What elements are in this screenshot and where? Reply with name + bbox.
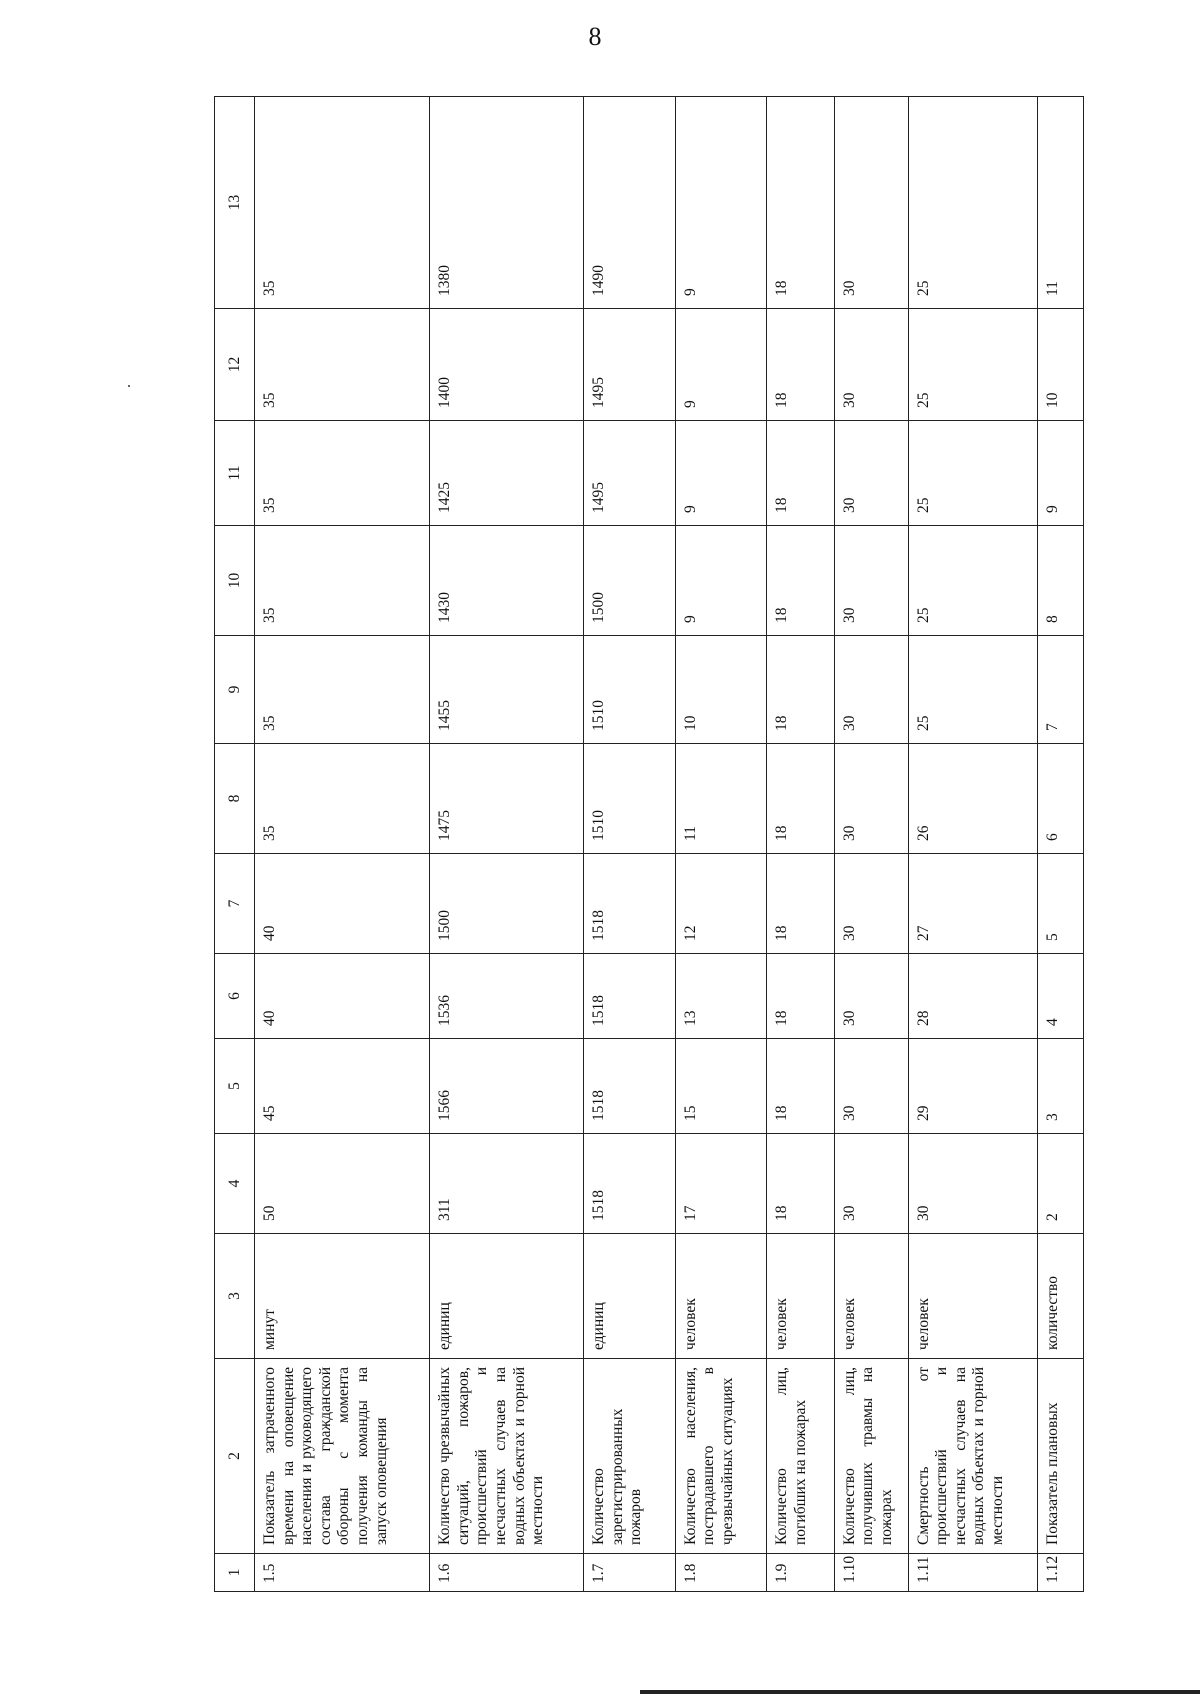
value-cell: 2	[1037, 1134, 1083, 1234]
unit-cell: человек	[908, 1234, 1037, 1359]
indicator-name: Количество лиц, получивших травмы на пожарах	[834, 1359, 908, 1554]
value-cell: 30	[834, 1134, 908, 1234]
page-number: 8	[588, 22, 602, 51]
value-cell: 30	[834, 421, 908, 526]
value-cell: 30	[908, 1134, 1037, 1234]
value-cell: 1510	[584, 636, 675, 744]
row-number: 1.11	[908, 1554, 1037, 1592]
value-cell: 18	[766, 954, 834, 1039]
value-cell: 40	[255, 854, 430, 954]
indicator-name: Количество чрезвычайных ситуаций, пожаров, происшествий и несчастных случаев на водных объектах и горной местности	[430, 1359, 584, 1554]
value-cell: 25	[908, 309, 1037, 421]
value-cell: 18	[766, 421, 834, 526]
header-row	[215, 97, 255, 1592]
value-cell: 30	[834, 744, 908, 854]
scan-speck	[128, 385, 130, 387]
indicator-name: Количество лиц, погибших на пожарах	[766, 1359, 834, 1554]
table-row	[584, 97, 675, 1592]
row-number: 1.7	[584, 1554, 675, 1592]
header-cell: 1	[215, 1554, 255, 1592]
rotated-table-container	[214, 97, 1084, 1592]
header-cell: 8	[215, 744, 255, 854]
value-cell: 7	[1037, 636, 1083, 744]
header-cell: 11	[215, 421, 255, 526]
value-cell: 1425	[430, 421, 584, 526]
value-cell: 1495	[584, 309, 675, 421]
value-cell: 8	[1037, 526, 1083, 636]
indicator-name: Смертность от происшествий и несчастных случаев на водных объектах и горной местности	[908, 1359, 1037, 1554]
value-cell: 25	[908, 97, 1037, 309]
value-cell: 6	[1037, 744, 1083, 854]
value-cell: 35	[255, 97, 430, 309]
value-cell: 1490	[584, 97, 675, 309]
value-cell: 1536	[430, 954, 584, 1039]
value-cell: 1500	[430, 854, 584, 954]
table-row	[1037, 97, 1083, 1592]
value-cell: 35	[255, 636, 430, 744]
value-cell: 9	[675, 526, 766, 636]
value-cell: 18	[766, 1134, 834, 1234]
value-cell: 17	[675, 1134, 766, 1234]
value-cell: 25	[908, 421, 1037, 526]
value-cell: 40	[255, 954, 430, 1039]
header-cell: 10	[215, 526, 255, 636]
value-cell: 311	[430, 1134, 584, 1234]
header-cell: 12	[215, 309, 255, 421]
value-cell: 9	[675, 421, 766, 526]
indicators-table	[214, 96, 1084, 1592]
value-cell: 9	[675, 97, 766, 309]
value-cell: 1518	[584, 854, 675, 954]
unit-cell: минут	[255, 1234, 430, 1359]
value-cell: 1518	[584, 954, 675, 1039]
bottom-edge-line	[640, 1690, 1200, 1694]
value-cell: 18	[766, 636, 834, 744]
value-cell: 9	[1037, 421, 1083, 526]
value-cell: 4	[1037, 954, 1083, 1039]
value-cell: 30	[834, 97, 908, 309]
table-row	[766, 97, 834, 1592]
value-cell: 30	[834, 954, 908, 1039]
value-cell: 18	[766, 309, 834, 421]
value-cell: 35	[255, 526, 430, 636]
header-cell: 6	[215, 954, 255, 1039]
value-cell: 1475	[430, 744, 584, 854]
unit-cell: количество	[1037, 1234, 1083, 1359]
header-cell: 7	[215, 854, 255, 954]
value-cell: 45	[255, 1039, 430, 1134]
value-cell: 18	[766, 97, 834, 309]
value-cell: 28	[908, 954, 1037, 1039]
value-cell: 30	[834, 309, 908, 421]
row-number: 1.9	[766, 1554, 834, 1592]
value-cell: 10	[1037, 309, 1083, 421]
value-cell: 3	[1037, 1039, 1083, 1134]
value-cell: 25	[908, 526, 1037, 636]
value-cell: 29	[908, 1039, 1037, 1134]
value-cell: 1400	[430, 309, 584, 421]
value-cell: 1500	[584, 526, 675, 636]
value-cell: 27	[908, 854, 1037, 954]
value-cell: 50	[255, 1134, 430, 1234]
indicator-name: Показатель затраченного времени на оповещение населения и руководящего состава гражданской обороны с момента получения команды на запуск оповещения	[255, 1359, 430, 1554]
header-cell: 2	[215, 1359, 255, 1554]
value-cell: 35	[255, 309, 430, 421]
unit-cell: человек	[766, 1234, 834, 1359]
value-cell: 35	[255, 421, 430, 526]
row-number: 1.6	[430, 1554, 584, 1592]
value-cell: 1455	[430, 636, 584, 744]
value-cell: 30	[834, 854, 908, 954]
indicator-name: Показатель плановых	[1037, 1359, 1083, 1554]
unit-cell: человек	[675, 1234, 766, 1359]
table-row	[908, 97, 1037, 1592]
rotated-table-inner	[214, 97, 1084, 1592]
table-row	[675, 97, 766, 1592]
value-cell: 11	[1037, 97, 1083, 309]
row-number: 1.5	[255, 1554, 430, 1592]
unit-cell: человек	[834, 1234, 908, 1359]
value-cell: 10	[675, 636, 766, 744]
value-cell: 1430	[430, 526, 584, 636]
value-cell: 5	[1037, 854, 1083, 954]
row-number: 1.10	[834, 1554, 908, 1592]
value-cell: 18	[766, 526, 834, 636]
value-cell: 30	[834, 636, 908, 744]
value-cell: 13	[675, 954, 766, 1039]
header-cell: 3	[215, 1234, 255, 1359]
row-number: 1.8	[675, 1554, 766, 1592]
table-row	[430, 97, 584, 1592]
value-cell: 35	[255, 744, 430, 854]
table-row	[834, 97, 908, 1592]
value-cell: 30	[834, 526, 908, 636]
value-cell: 1518	[584, 1039, 675, 1134]
header-cell: 13	[215, 97, 255, 309]
value-cell: 11	[675, 744, 766, 854]
header-cell: 4	[215, 1134, 255, 1234]
unit-cell: единиц	[584, 1234, 675, 1359]
value-cell: 1518	[584, 1134, 675, 1234]
value-cell: 26	[908, 744, 1037, 854]
unit-cell: единиц	[430, 1234, 584, 1359]
value-cell: 1495	[584, 421, 675, 526]
header-cell: 5	[215, 1039, 255, 1134]
value-cell: 1510	[584, 744, 675, 854]
value-cell: 25	[908, 636, 1037, 744]
value-cell: 30	[834, 1039, 908, 1134]
value-cell: 9	[675, 309, 766, 421]
row-number: 1.12	[1037, 1554, 1083, 1592]
value-cell: 1566	[430, 1039, 584, 1134]
indicator-name: Количество зарегистрированных пожаров	[584, 1359, 675, 1554]
value-cell: 18	[766, 1039, 834, 1134]
value-cell: 12	[675, 854, 766, 954]
header-cell: 9	[215, 636, 255, 744]
value-cell: 1380	[430, 97, 584, 309]
table-row	[255, 97, 430, 1592]
value-cell: 18	[766, 854, 834, 954]
indicator-name: Количество населения, пострадавшего в чрезвычайных ситуациях	[675, 1359, 766, 1554]
value-cell: 18	[766, 744, 834, 854]
value-cell: 15	[675, 1039, 766, 1134]
